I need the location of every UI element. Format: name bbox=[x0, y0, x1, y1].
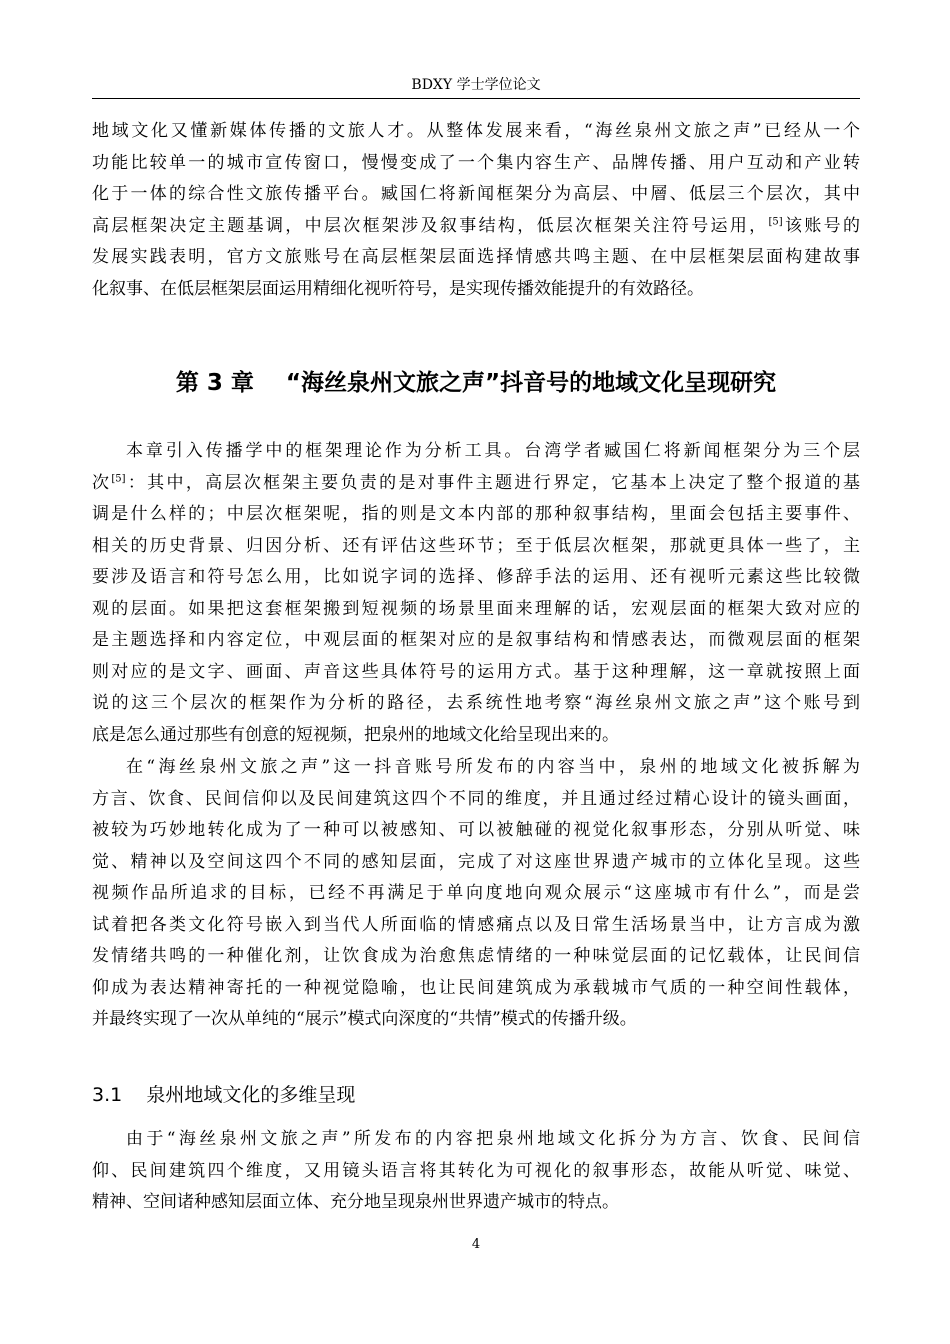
text-line: 相关的历史背景、归因分析、还有评估这些环节；至于低层次框架，那就更具体一些了，主 bbox=[92, 535, 860, 556]
text-line: 要涉及语言和符号怎么用，比如说字词的选择、修辞手法的运用、还有视听元素这些比较微 bbox=[92, 567, 860, 587]
text-line: 被较为巧妙地转化成为了一种可以被感知、可以被触碰的视觉化叙事形态，分别从听觉、味 bbox=[92, 820, 860, 840]
text-line: 发展实践表明，官方文旅账号在高层框架层面选择情感共鸣主题、在中层框架层面构建故事 bbox=[92, 247, 860, 267]
citation-ref: [5] bbox=[111, 472, 126, 484]
chapter-paragraph-2 bbox=[92, 752, 860, 1036]
text-line bbox=[92, 468, 860, 500]
text-segment: 次 bbox=[92, 472, 112, 493]
page-number: 4 bbox=[471, 1237, 481, 1252]
text-line: 发情绪共鸣的一种催化剂，让饮食成为治愈焦虑情绪的一种味觉层面的记忆载体，让民间信 bbox=[92, 946, 860, 966]
text-line: 并最终实现了一次从单纯的“展示”模式向深度的“共情”模式的传播升级。 bbox=[92, 1009, 637, 1029]
chapter-title: 第 3 章 “海丝泉州文旅之声”抖音号的地域文化呈现研究 bbox=[175, 370, 777, 396]
text-line: 则对应的是文字、画面、声音这些具体符号的运用方式。基于这种理解，这一章就按照上面 bbox=[92, 661, 860, 682]
text-line: 是主题选择和内容定位，中观层面的框架对应的是叙事结构和情感表达，而微观层面的框架 bbox=[92, 630, 860, 650]
text-line: 化于一体的综合性文旅传播平台。臧国仁将新闻框架分为高层、中層、低层三个层次，其中 bbox=[92, 184, 860, 204]
text-line: 精神、空间诸种感知层面立体、充分地呈现泉州世界遗产城市的特点。 bbox=[92, 1192, 619, 1212]
text-line: 仰成为表达精神寄托的一种视觉隐喻，也让民间建筑成为承载城市气质的一种空间性载体， bbox=[92, 977, 860, 998]
text-line: 由于“海丝泉州文旅之声”所发布的内容把泉州地域文化拆分为方言、饮食、民间信 bbox=[126, 1129, 860, 1149]
citation-ref: [5] bbox=[768, 215, 783, 227]
chapter-paragraph-1 bbox=[92, 436, 860, 751]
text-line: 在“海丝泉州文旅之声”这一抖音账号所发布的内容当中，泉州的地域文化被拆解为 bbox=[126, 757, 860, 777]
text-line: 说的这三个层次的框架作为分析的路径，去系统性地考察“海丝泉州文旅之声”这个账号到 bbox=[92, 693, 860, 713]
text-line: 觉、精神以及空间这四个不同的感知层面，完成了对这座世界遗产城市的立体化呈现。这些 bbox=[92, 851, 860, 872]
text-line: 试着把各类文化符号嵌入到当代人所面临的情感痛点以及日常生活场景当中，让方言成为激 bbox=[92, 914, 860, 935]
header-rule bbox=[92, 98, 860, 99]
text-line: 调是什么样的；中层次框架呢，指的则是文本内部的那种叙事结构，里面会包括主要事件、 bbox=[92, 504, 860, 524]
text-segment: 该账号的 bbox=[782, 215, 861, 236]
running-header: BDXY 学士学位论文 bbox=[411, 77, 541, 93]
section-paragraph-1 bbox=[92, 1124, 860, 1219]
text-line: 本章引入传播学中的框架理论作为分析工具。台湾学者臧国仁将新闻框架分为三个层 bbox=[126, 441, 860, 461]
text-segment: 高层框架决定主题基调，中层次框架涉及叙事结构，低层次框架关注符号运用， bbox=[92, 215, 769, 236]
text-line: 仰、民间建筑四个维度，又用镜头语言将其转化为可视化的叙事形态，故能从听觉、味觉、 bbox=[92, 1160, 860, 1181]
text-line bbox=[92, 211, 860, 243]
text-line: 观的层面。如果把这套框架搬到短视频的场景里面来理解的话，宏观层面的框架大致对应的 bbox=[92, 598, 860, 619]
text-segment: ：其中，高层次框架主要负责的是对事件主题进行界定，它基本上决定了整个报道的基 bbox=[125, 472, 861, 493]
text-line: 底是怎么通过那些有创意的短视频，把泉州的地域文化给呈现出来的。 bbox=[92, 724, 619, 745]
text-line: 功能比较单一的城市宣传窗口，慢慢变成了一个集内容生产、品牌传播、用户互动和产业转 bbox=[92, 152, 860, 173]
text-line: 视频作品所追求的目标，已经不再满足于单向度地向观众展示“这座城市有什么”，而是尝 bbox=[92, 883, 860, 903]
text-line: 方言、饮食、民间信仰以及民间建筑这四个不同的维度，并且通过经过精心设计的镜头画面， bbox=[92, 788, 860, 809]
text-line: 地域文化又懂新媒体传播的文旅人才。从整体发展来看，“海丝泉州文旅之声”已经从一个 bbox=[92, 121, 860, 141]
text-line: 化叙事、在低层框架层面运用精细化视听符号，是实现传播效能提升的有效路径。 bbox=[92, 278, 704, 299]
section-title: 3.1 泉州地域文化的多维呈现 bbox=[92, 1084, 356, 1106]
intro-paragraph bbox=[92, 116, 860, 305]
